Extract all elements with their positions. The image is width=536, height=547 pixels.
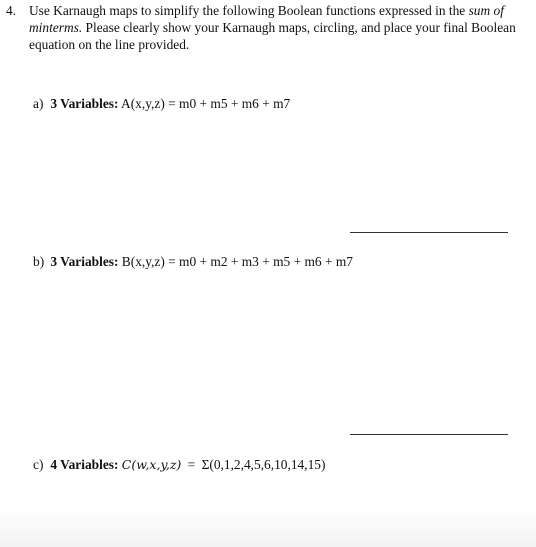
question-line-2: minterms. Please clearly show your Karnaugh maps, circling, and place your final Boolean	[29, 20, 516, 35]
part-b-label: 3 Variables:	[50, 254, 119, 269]
part-c-equals: =	[187, 457, 196, 472]
question-text	[29, 2, 519, 53]
part-b	[33, 254, 353, 270]
part-c-label: 4 Variables:	[50, 457, 119, 472]
part-c	[33, 457, 325, 473]
part-a-function: A(x,y,z) = m0 + m5 + m6 + m7	[121, 96, 291, 111]
part-a-answer-line[interactable]	[350, 232, 508, 233]
part-b-letter: b)	[33, 254, 45, 269]
part-c-letter: c)	[33, 457, 44, 472]
part-a-letter: a)	[33, 96, 44, 111]
part-b-function: B(x,y,z) = m0 + m2 + m3 + m5 + m6 + m7	[121, 254, 353, 269]
part-c-function-lhs: C(w,x,y,z)	[121, 457, 182, 472]
question-number: 4.	[6, 3, 17, 18]
part-a-label: 3 Variables:	[50, 96, 119, 111]
question-line-1: Use Karnaugh maps to simplify the following Boolean functions expressed in the sum of	[29, 3, 504, 18]
part-a	[33, 96, 290, 112]
question-line-3: equation on the line provided.	[29, 37, 190, 52]
part-c-function-rhs: Σ(0,1,2,4,5,6,10,14,15)	[201, 457, 326, 472]
part-b-answer-line[interactable]	[350, 434, 508, 435]
page-bottom-shade	[0, 507, 536, 547]
